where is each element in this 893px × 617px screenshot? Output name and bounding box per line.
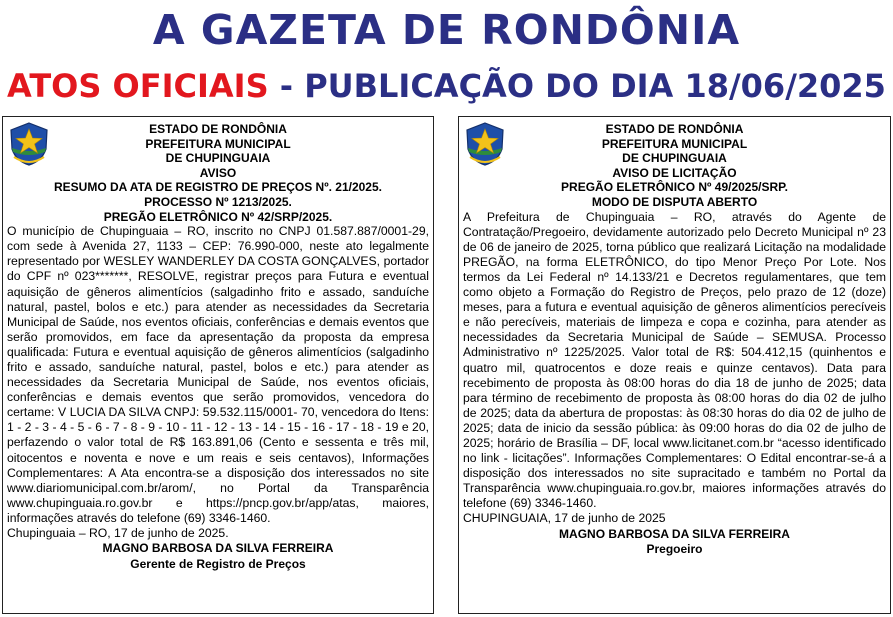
header-line: RESUMO DA ATA DE REGISTRO DE PREÇOS Nº. 21/2025. [53,180,382,195]
header-line: DE CHUPINGUAIA [165,151,271,166]
signer-name: MAGNO BARBOSA DA SILVA FERREIRA [102,541,334,556]
notice-body: O município de Chupinguaia – RO, inscrito no CNPJ 01.587.887/0001-29, com sede à Avenida 27, 1133 – CEP: 76.990-000, neste ato legalmente representado por WESLEY WANDERLEY DA COSTA GONÇALVES, portador do CPF nº 023*******, RESOLVE, registrar preços para Futura e eventual aquisição de gêneros alimentícios (salgadinho frito e assado, sanduíche natural, pastel, bolos e etc.) para atender as necessidades da Secretaria Municipal de Saúde, nos eventos oficiais, conferências e demais eventos que serão promovidos, em face da apresentação da proposta da empresa qualificada: Futura e eventual aquisição de gêneros alimentícios (salgadinho frito e assado, sanduíche natural, pastel, bolos e etc.) para atender as necessidades da Secretaria Municipal de Saúde, nos eventos oficiais, conferências e demais eventos que serão promovidos, vencedora do certame: V LUCIA DA SILVA CNPJ: 59.532.115/0001- 70, vencedora do Itens: 1 - 2 - 3 - 4 - 5 - 6 - 7 - 8 - 9 - 10 - 11 - 12 - 13 - 14 - 15 - 16 - 17 - 18 - 19 e 20, perfazendo o valor total de R$ 163.891,06 (Cento e sessenta e três mil, oitocentos e noventa e nove e um reais e seis centavos), Informações Complementares: A Ata encontra-se a disposição dos interessados no site www.diariomunicipal.com.br/arom/, no Portal da Transparência www.chupinguaia.ro.gov.br e https://pncp.gov.br/app/atas, maiores, informações através do telefone (69) 3346-1460. [7,224,429,525]
header-line: PREFEITURA MUNICIPAL [601,136,748,151]
publication-date-label: PUBLICAÇÃO DO DIA 18/06/2025 [304,67,886,105]
masthead-title: A GAZETA DE RONDÔNIA [152,6,741,54]
header-line: PREGÃO ELETRÔNICO Nº 42/SRP/2025. [103,209,333,224]
rondonia-coat-of-arms-icon [8,121,50,167]
notice-aviso-licitacao [458,116,891,614]
header-line: ESTADO DE RONDÔNIA [605,122,744,136]
notice-body: A Prefeitura de Chupinguaia – RO, através do Agente de Contratação/Pregoeiro, devidamente autorizado pelo Decreto Municipal nº 23 de 06 de janeiro de 2025, torna público que realizará Licitação na modalidade PREGÃO, na forma ELETRÔNICO, do tipo Menor Preço Por Lote. Nos termos da Lei Federal nº 14.133/21 e Decretos regulamentares, que tem como objeto a Formação do Registro de Preços, pelo prazo de 12 (doze) meses, para a futura e eventual aquisição de gêneros alimentícios perecíveis e não perecíveis, materiais de limpeza e copa e cozinha, para atender as necessidades da Secretaria Municipal de Saúde – SEMUSA. Processo Administrativo nº 1225/2025. Valor total de R$: 504.412,15 (quinhentos e quatro mil, quatrocentos e doze reais e quinze centavos). Data para recebimento de proposta às 08:00 horas do dia 18 de junho de 2025; data para término de recebimento de proposta às 08:00 horas do dia 02 de julho de 2025; data da abertura de propostas: às 08:30 horas do dia 02 de julho de 2025; data de inicio da sessão pública: às 09:00 horas do dia 02 de julho de 2025; horário de Brasília – DF, local www.licitanet.com.br “acesso identificado no link - licitações”. Informações Complementares: O Edital encontrar-se-á a disposição dos interessados no site supracitado e também no Portal da Transparência www.chupinguaia.ro.gov.br, maiores informações através do telefone (69) 3346-1460. [463,209,886,511]
header-line: PREGÃO ELETRÔNICO Nº 49/2025/SRP. [561,180,788,195]
header-line: PROCESSO Nº 1213/2025. [144,194,292,209]
atos-oficiais-label: ATOS OFICIAIS [7,67,269,105]
notice-date: Chupinguaia – RO, 17 de junho de 2025. [7,526,229,541]
notice-date: CHUPINGUAIA, 17 de junho de 2025 [463,511,666,526]
rondonia-coat-of-arms-icon [464,121,506,167]
signer-role: Pregoeiro [646,542,703,557]
header-line: DE CHUPINGUAIA [622,151,727,166]
header-line: MODO DE DISPUTA ABERTO [591,194,758,209]
title-separator: - [279,67,294,105]
notice-header [3,117,433,224]
signer-role: Gerente de Registro de Preços [130,556,306,571]
header-line: ESTADO DE RONDÔNIA [149,122,287,136]
masthead-subtitle [0,64,893,108]
notice-ata-registro-precos [2,116,434,614]
header-line: AVISO DE LICITAÇÃO [612,165,737,180]
notice-header [459,117,890,210]
signer-name: MAGNO BARBOSA DA SILVA FERREIRA [559,526,790,541]
header-line: AVISO [199,165,237,180]
header-line: PREFEITURA MUNICIPAL [145,136,291,151]
